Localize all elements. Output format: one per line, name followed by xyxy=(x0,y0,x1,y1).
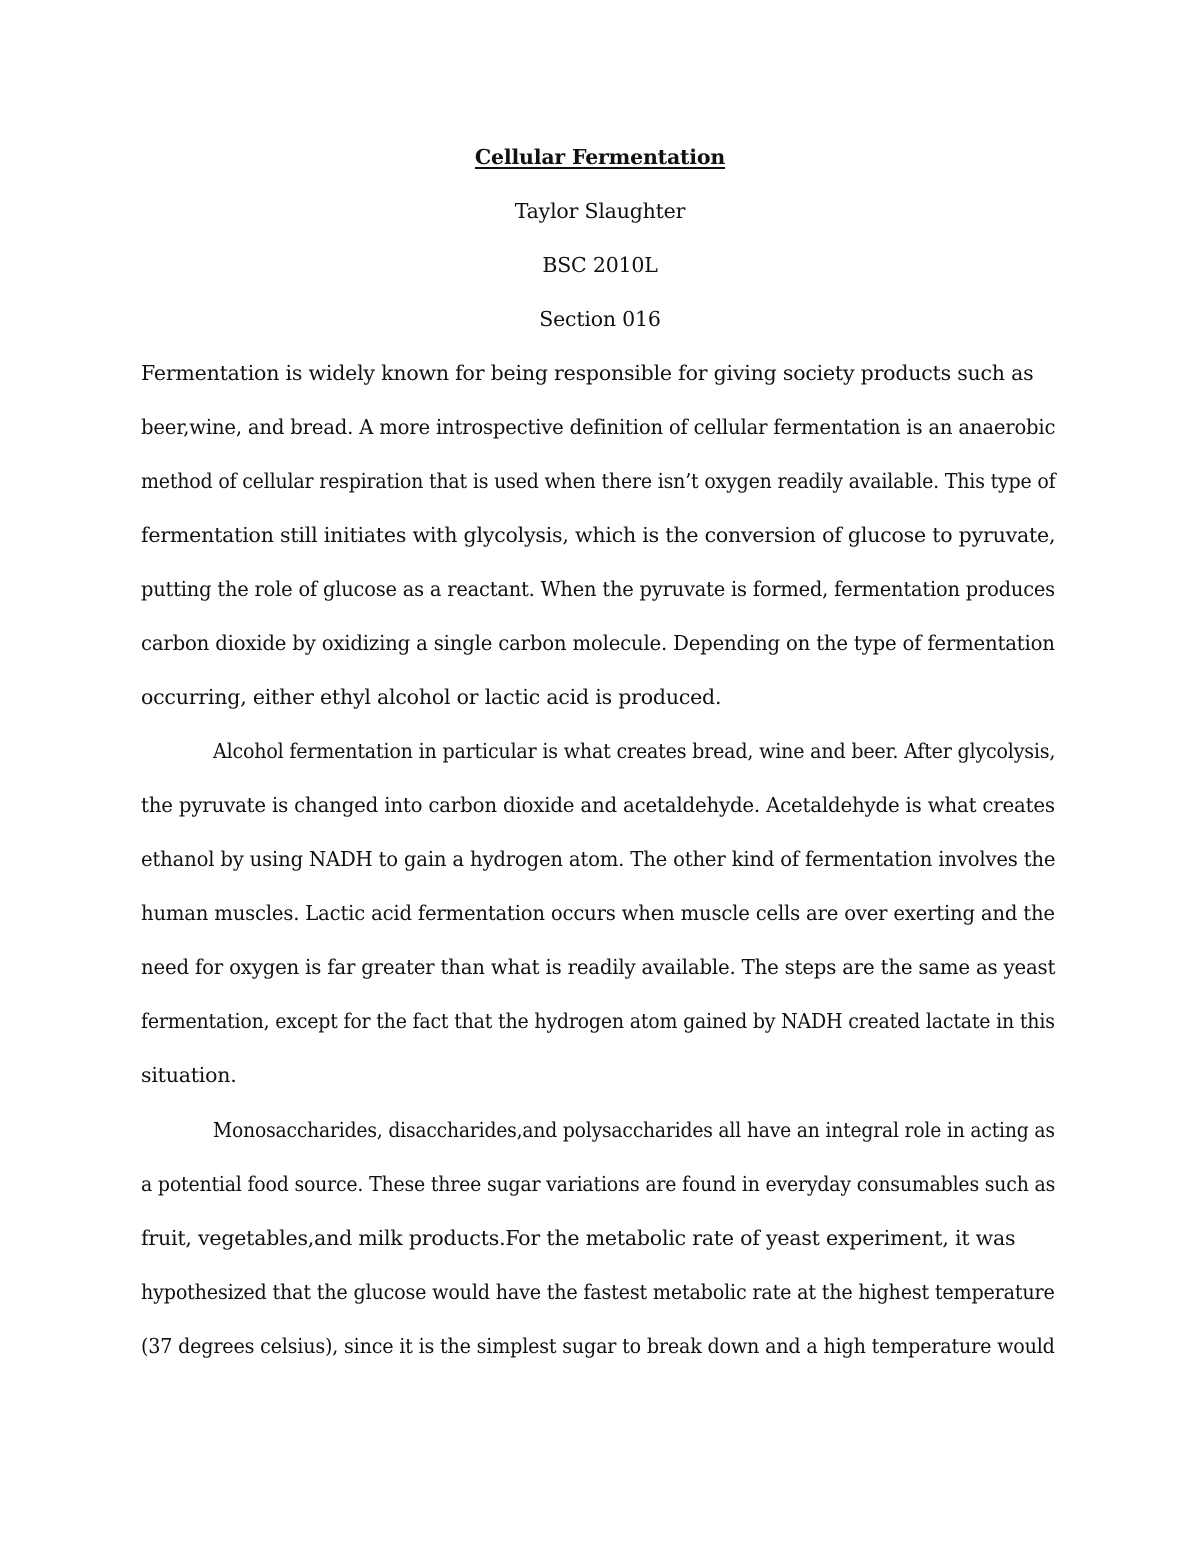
paragraph-line: fermentation still initiates with glycolysis, which is the conversion of glucose to pyruvate, xyxy=(141,523,1056,547)
paragraph-line: Monosaccharides, disaccharides,and polysaccharides all have an integral role in acting as xyxy=(213,1118,1055,1142)
section-number: Section 016 xyxy=(539,307,661,331)
paragraph-line: occurring, either ethyl alcohol or lactic acid is produced. xyxy=(141,685,722,709)
paragraph-line: Alcohol fermentation in particular is what creates bread, wine and beer. After glycolysis, xyxy=(213,739,1056,763)
paragraph-line: putting the role of glucose as a reactant. When the pyruvate is formed, fermentation produces xyxy=(141,577,1055,601)
paragraph-line: a potential food source. These three sugar variations are found in everyday consumables such as xyxy=(141,1172,1056,1196)
paragraph-line: the pyruvate is changed into carbon dioxide and acetaldehyde. Acetaldehyde is what creates xyxy=(141,793,1055,817)
paragraph-line: situation. xyxy=(141,1063,237,1087)
paragraph-line: beer,wine, and bread. A more introspective definition of cellular fermentation is an anaerobic xyxy=(141,415,1056,439)
paragraph-line: carbon dioxide by oxidizing a single carbon molecule. Depending on the type of fermentation xyxy=(141,631,1055,655)
paragraph-line: (37 degrees celsius), since it is the simplest sugar to break down and a high temperature would xyxy=(141,1334,1055,1358)
author-name: Taylor Slaughter xyxy=(514,199,686,223)
paragraph-line: method of cellular respiration that is used when there isn’t oxygen readily available. This type of xyxy=(141,469,1056,493)
paragraph-line: hypothesized that the glucose would have the fastest metabolic rate at the highest temperature xyxy=(141,1280,1055,1304)
paragraph-line: fruit, vegetables,and milk products.For the metabolic rate of yeast experiment, it was xyxy=(141,1226,1016,1250)
paragraph-line: fermentation, except for the fact that the hydrogen atom gained by NADH created lactate in this xyxy=(141,1009,1055,1033)
course-code: BSC 2010L xyxy=(542,253,658,277)
paragraph-line: need for oxygen is far greater than what is readily available. The steps are the same as yeast xyxy=(141,955,1056,979)
paragraph-line: ethanol by using NADH to gain a hydrogen atom. The other kind of fermentation involves the xyxy=(141,847,1056,871)
document-title: Cellular Fermentation xyxy=(474,145,726,169)
paragraph-line: human muscles. Lactic acid fermentation occurs when muscle cells are over exerting and the xyxy=(141,901,1055,925)
paragraph-line: Fermentation is widely known for being responsible for giving society products such as xyxy=(141,361,1034,385)
